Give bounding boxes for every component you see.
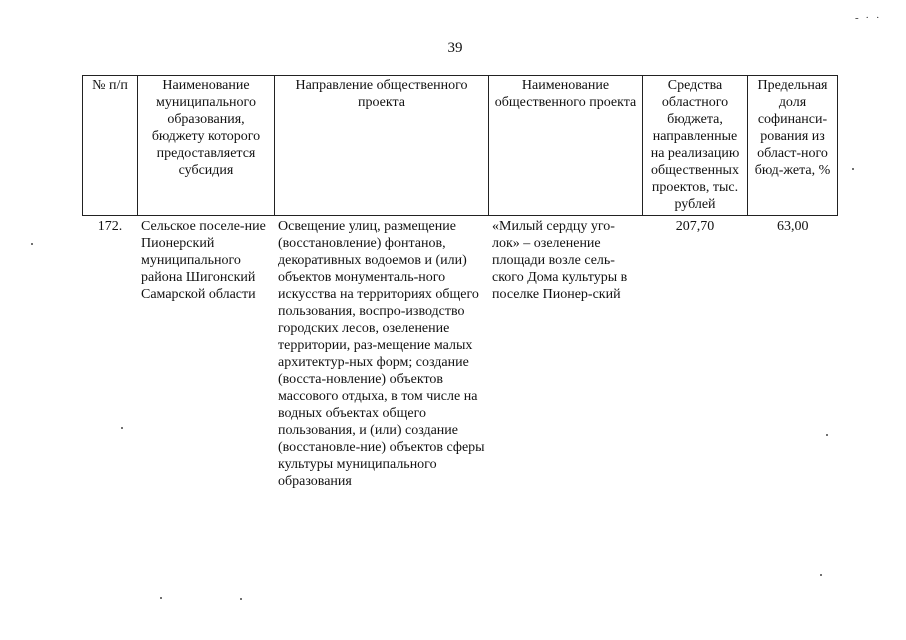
- page-number: 39: [447, 40, 463, 56]
- scan-speck: [240, 598, 242, 600]
- row-share: 63,00: [777, 219, 809, 234]
- row-project-name: «Милый сердцу уго-лок» – озеленение площади возле сель-ского Дома культуры в поселке Пионер-ский: [492, 219, 628, 302]
- scan-speck: [820, 574, 822, 576]
- header-direction: Направление общественного проекта: [275, 76, 489, 216]
- header-number: № п/п: [83, 76, 138, 216]
- header-municipality: Наименование муниципального образования, бюджету которого предоставляется субсидия: [138, 76, 275, 216]
- table-row: [83, 216, 838, 493]
- scan-speck: [852, 168, 854, 170]
- header-project-name: Наименование общественного проекта: [489, 76, 643, 216]
- row-direction: Освещение улиц, размещение (восстановление) фонтанов, декоративных водоемов и (или) объектов монументаль-ного искусства на территориях общего пользования, воспро-изводство городских лесов, озеленение территории, раз-мещение малых архитектур-ных форм; создание (восста-новление) объектов массового отдыха, в том числе на водных объектах общего пользования, и (или) создание (восстановле-ние) объектов сферы культуры муниципального образования: [278, 219, 485, 489]
- table-header-row: [83, 76, 838, 216]
- row-municipality: Сельское поселе-ние Пионерский муниципального района Шигонский Самарской области: [141, 219, 266, 302]
- header-budget: Средства областного бюджета, направленные на реализацию общественных проектов, тыс. рублей: [643, 76, 748, 216]
- scan-speck: [121, 427, 123, 429]
- subsidy-table: [82, 75, 838, 492]
- scan-speck: [31, 243, 33, 245]
- scan-speck: [160, 597, 162, 599]
- scan-speck: [826, 434, 828, 436]
- corner-mark: - · ·: [855, 12, 882, 24]
- row-budget: 207,70: [675, 219, 715, 234]
- header-share: Предельная доля софинанси-рования из област-ного бюд-жета, %: [748, 76, 838, 216]
- row-number: 172.: [97, 219, 123, 234]
